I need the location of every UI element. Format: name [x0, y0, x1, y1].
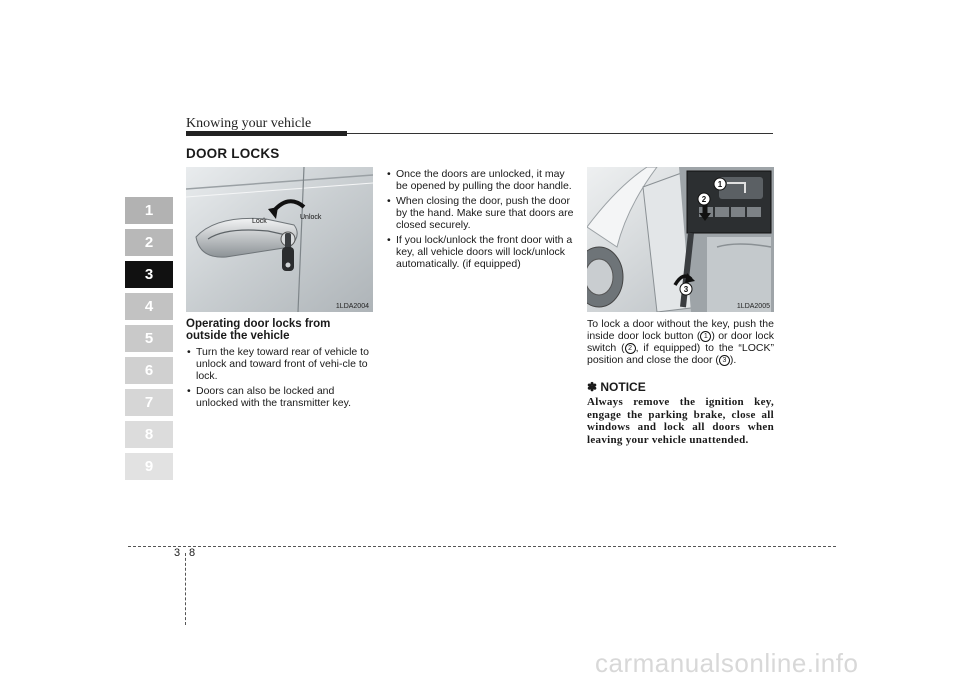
chapter-tab-label: 1: [144, 202, 154, 219]
inside-door-illustration: [587, 167, 774, 312]
chapter-tab-label: 5: [144, 330, 154, 347]
inside-lock-paragraph: To lock a door without the key, push the inside door lock button ( 1 ) or door lock switch ( 2 , if equipped) to the “LOCK” position and close the door ( 3 ).: [587, 318, 775, 366]
chapter-tab-2[interactable]: [125, 229, 173, 256]
list-item: • Doors can also be locked and unlocked with the transmitter key.: [186, 385, 374, 409]
figure-inside-door-lock: [587, 167, 774, 312]
unlock-label: Unlock: [300, 214, 322, 221]
marker-2: 2: [701, 195, 707, 204]
list-item: • When closing the door, push the door by the hand. Make sure that doors are closed securely.: [386, 195, 574, 231]
door-handle-illustration: [186, 167, 373, 312]
footer-rule: [128, 546, 836, 547]
chapter-tab-label: 7: [144, 394, 154, 411]
notice-title: ✽ NOTICE: [587, 380, 646, 394]
list-item: • If you lock/unlock the front door with a key, all vehicle doors will lock/unlock automatically. (if equipped): [386, 234, 574, 270]
chapter-tab-8[interactable]: [125, 421, 173, 448]
list-item: • Once the doors are unlocked, it may be opened by pulling the door handle.: [386, 168, 574, 192]
chapter-tab-label: 9: [144, 458, 154, 475]
header-title: Knowing your vehicle: [186, 116, 312, 131]
bullet-list-doors: [386, 168, 574, 270]
marker-1: 1: [717, 180, 723, 189]
header-bar: [186, 131, 347, 136]
list-item: • Turn the key toward rear of vehicle to unlock and toward front of vehi-cle to lock.: [186, 346, 374, 382]
chapter-tab-5[interactable]: [125, 325, 173, 352]
footer-divider: [185, 553, 186, 625]
watermark: carmanualsonline.info: [595, 648, 859, 678]
chapter-tab-label: 3: [144, 266, 154, 283]
chapter-tab-label: 4: [144, 298, 154, 315]
section-title: DOOR LOCKS: [186, 146, 280, 161]
figure-code: 1LDA2005: [736, 303, 770, 310]
chapter-tab-4[interactable]: [125, 293, 173, 320]
notice-text: Always remove the ignition key, engage the parking brake, close all windows and lock all doors when leaving your vehicle unattended.: [587, 396, 774, 446]
figure-code: 1LDA2004: [335, 303, 369, 310]
chapter-tab-label: 8: [144, 426, 154, 443]
chapter-tab-7[interactable]: [125, 389, 173, 416]
page-number: 8: [189, 547, 196, 559]
chapter-number: 3: [174, 547, 181, 559]
column-1: [186, 318, 374, 412]
chapter-tab-3[interactable]: [125, 261, 173, 288]
chapter-tab-6[interactable]: [125, 357, 173, 384]
circled-number: 3: [719, 355, 730, 366]
bullet-list-outside: [186, 346, 374, 409]
circled-number: 2: [625, 343, 636, 354]
chapter-tab-label: 6: [144, 362, 154, 379]
figure-door-handle: [186, 167, 373, 312]
chapter-tab-9[interactable]: [125, 453, 173, 480]
circled-number: 1: [700, 331, 711, 342]
lock-label: Lock: [252, 218, 267, 225]
column-3: [587, 318, 774, 446]
column-2: [386, 168, 574, 273]
marker-3: 3: [683, 285, 689, 294]
chapter-tab-1[interactable]: [125, 197, 173, 224]
subheading-outside-operation: Operating door locks from outside the vehicle: [186, 318, 331, 342]
chapter-tab-label: 2: [144, 234, 154, 251]
